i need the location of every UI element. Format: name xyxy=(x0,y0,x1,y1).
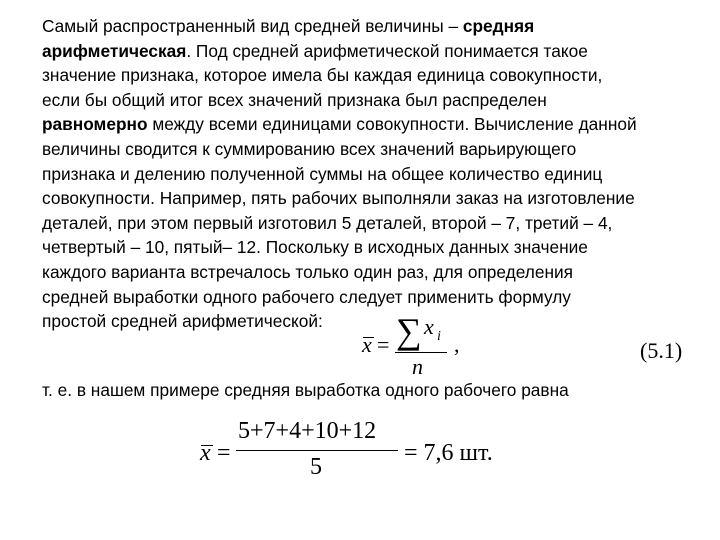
text-line: признака и делению полученной суммы на общее количество единиц xyxy=(42,163,603,184)
text-line: простой средней арифметической: xyxy=(42,311,323,332)
text-line: деталей, при этом первый изготовил 5 деталей, второй – 7, третий – 4, xyxy=(42,212,613,233)
formula-subscript: i xyxy=(437,329,441,344)
formula-overline xyxy=(201,445,213,446)
formula-mean-symbol: x xyxy=(200,440,211,466)
bold-term: средняя xyxy=(462,16,535,36)
main-paragraph xyxy=(42,14,702,334)
text-line: средней выработки одного рабочего следует применить формулу xyxy=(42,286,571,307)
formula-example-result xyxy=(198,418,518,490)
text-line xyxy=(42,39,702,64)
text-line: четвертый – 10, пятый– 12. Поскольку в исходных данных значение xyxy=(42,237,588,258)
formula-result: = 7,6 шт. xyxy=(404,440,493,466)
formula-simple-mean xyxy=(360,311,480,379)
formula-denominator: n xyxy=(412,354,423,379)
equation-number: (5.1) xyxy=(640,338,683,363)
formula-comma: , xyxy=(454,332,460,357)
text-example-line: т. е. в нашем примере средняя выработка одного рабочего равна xyxy=(42,380,569,400)
formula-equals: = xyxy=(377,332,390,357)
text-line: совокупности. Например, пять рабочих выполняли заказ на изготовление xyxy=(42,188,635,209)
formula-fraction-bar xyxy=(395,352,447,353)
text-fragment: между всеми единицами совокупности. Вычисление данной xyxy=(147,114,637,135)
bold-term: равномерно xyxy=(42,114,148,135)
text-line xyxy=(42,112,702,137)
text-line: каждого варианта встречалось только один раз, для определения xyxy=(42,261,574,282)
text-line xyxy=(42,14,702,39)
text-line: значение признака, которое имела бы каждая единица совокупности, xyxy=(42,65,603,86)
text-fragment: Самый распространенный вид средней величины – xyxy=(42,16,463,36)
formula-numerator: 5+7+4+10+12 xyxy=(238,418,377,444)
text-line: если бы общий итог всех значений признака был распределен xyxy=(42,89,547,110)
formula-denominator: 5 xyxy=(310,454,322,480)
formula-equals: = xyxy=(217,440,231,466)
formula-numerator: x xyxy=(424,314,434,339)
formula-overline xyxy=(363,337,374,338)
text-line: величины сводится к суммированию всех значений варьирующего xyxy=(42,138,577,159)
text-fragment: . Под средней арифметической понимается такое xyxy=(186,40,588,61)
formula-fraction-bar xyxy=(236,450,398,451)
formula-sum-sign: ∑ xyxy=(396,311,422,351)
formula-mean-symbol: x xyxy=(362,332,372,357)
bold-term: арифметическая xyxy=(42,40,187,61)
